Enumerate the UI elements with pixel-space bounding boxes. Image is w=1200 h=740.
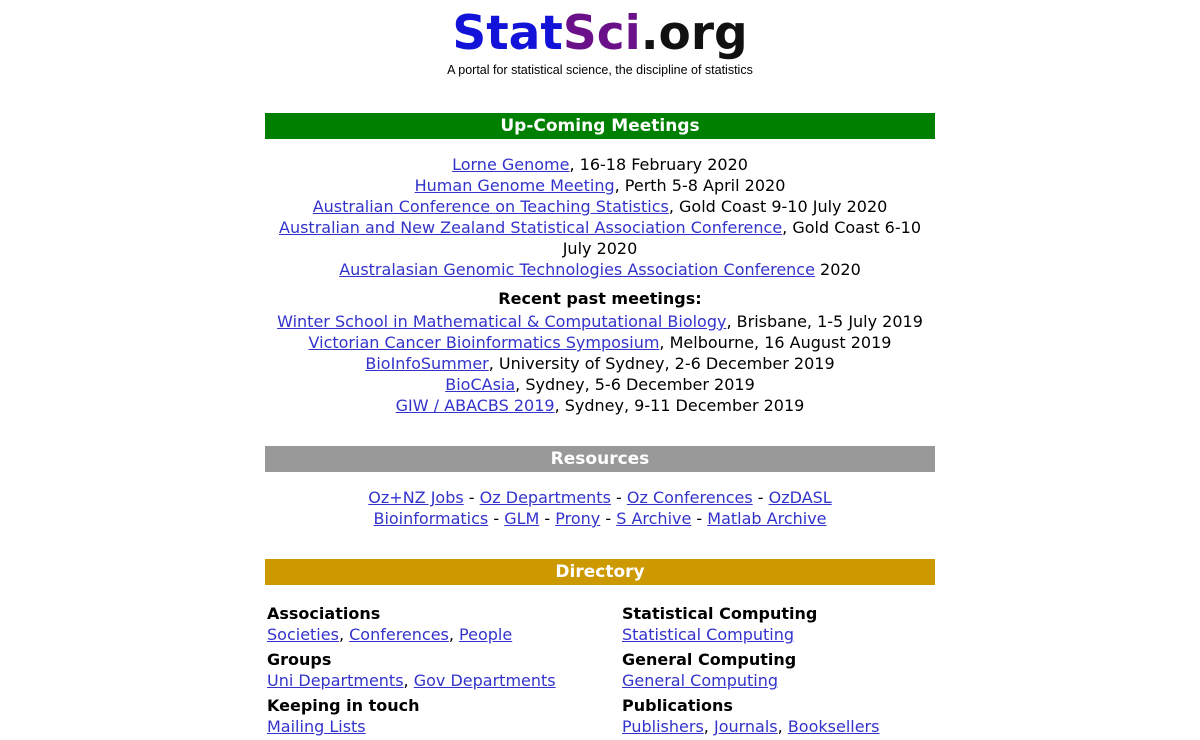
meeting-item: Lorne Genome, 16-18 February 2020 [452, 155, 748, 174]
directory-heading: Publications [622, 696, 733, 715]
logo-stat: Stat [452, 6, 563, 61]
meeting-item: BioInfoSummer, University of Sydney, 2-6 December 2019 [365, 354, 835, 373]
directory-section [265, 559, 935, 585]
meeting-link[interactable]: Australian Conference on Teaching Statistics [312, 197, 669, 216]
meeting-item: Australian Conference on Teaching Statistics, Gold Coast 9-10 July 2020 [312, 197, 888, 216]
directory-link[interactable]: Booksellers [787, 717, 880, 736]
meeting-detail: Melbourne, 16 August 2019 [669, 333, 892, 352]
directory-group [267, 695, 607, 737]
directory-link[interactable]: Conferences [349, 625, 449, 644]
meeting-detail: Brisbane, 1-5 July 2019 [736, 312, 923, 331]
meetings-section [265, 113, 935, 416]
meeting-item [265, 259, 935, 280]
directory-heading: General Computing [622, 650, 797, 669]
resources-section [265, 446, 935, 529]
resource-link[interactable]: OzDASL [768, 488, 832, 507]
resource-link[interactable]: Oz+NZ Jobs [368, 488, 464, 507]
directory-header: Directory [265, 559, 935, 585]
meeting-link[interactable]: Winter School in Mathematical & Computational Biology [277, 312, 727, 331]
recent-meetings-heading: Recent past meetings: [498, 289, 702, 308]
resource-link[interactable]: S Archive [616, 509, 692, 528]
upcoming-meetings-list [265, 154, 935, 280]
directory-link[interactable]: Journals [713, 717, 778, 736]
directory-group: Publications Publishers, Journals, Booksellers [622, 695, 962, 737]
resource-link[interactable]: Prony [555, 509, 601, 528]
meeting-detail: Gold Coast 6-10 July 2020 [562, 218, 921, 258]
resource-link[interactable]: Matlab Archive [707, 509, 827, 528]
logo-sci: Sci [562, 6, 641, 61]
resource-link[interactable]: Oz Conferences [626, 488, 753, 507]
resources-header: Resources [265, 446, 935, 472]
directory-heading: Statistical Computing [622, 604, 818, 623]
meeting-link[interactable]: Australian and New Zealand Statistical Association Conference [279, 218, 783, 237]
directory-heading: Groups [267, 650, 332, 669]
logo-org: .org [640, 6, 748, 61]
resource-link[interactable]: Oz Departments [479, 488, 611, 507]
resource-link[interactable]: Bioinformatics [373, 509, 489, 528]
directory-link[interactable]: Societies [267, 625, 339, 644]
resources-row: Bioinformatics - GLM - Prony - S Archive - Matlab Archive [373, 509, 827, 528]
meeting-detail: Perth 5-8 April 2020 [624, 176, 786, 195]
directory-group: Groups Uni Departments, Gov Departments [267, 649, 607, 691]
meeting-detail: Sydney, 5-6 December 2019 [525, 375, 755, 394]
meeting-link[interactable]: Human Genome Meeting [414, 176, 615, 195]
directory-link[interactable]: General Computing [622, 671, 778, 690]
directory-link[interactable]: Mailing Lists [267, 717, 366, 736]
meeting-detail: 16-18 February 2020 [579, 155, 748, 174]
directory-heading: Associations [267, 604, 381, 623]
meeting-link[interactable]: Lorne Genome [452, 155, 570, 174]
directory-link[interactable]: People [459, 625, 513, 644]
recent-meetings-list [265, 288, 935, 416]
meeting-item: Human Genome Meeting, Perth 5-8 April 2020 [414, 176, 786, 195]
directory-group: Associations Societies, Conferences, People [267, 603, 607, 645]
meeting-detail: Gold Coast 9-10 July 2020 [679, 197, 888, 216]
resource-link[interactable]: GLM [504, 509, 540, 528]
meeting-detail: Sydney, 9-11 December 2019 [564, 396, 805, 415]
resources-row: Oz+NZ Jobs - Oz Departments - Oz Conferences - OzDASL [368, 488, 832, 507]
meetings-header: Up-Coming Meetings [265, 113, 935, 139]
site-logo[interactable] [0, 6, 1200, 62]
meeting-item: GIW / ABACBS 2019, Sydney, 9-11 December 2019 [395, 396, 805, 415]
meeting-detail: 2020 [820, 260, 861, 279]
meeting-item: Winter School in Mathematical & Computational Biology, Brisbane, 1-5 July 2019 [277, 312, 923, 331]
resources-links [265, 487, 935, 529]
meeting-link[interactable]: GIW / ABACBS 2019 [395, 396, 555, 415]
meeting-item: Australian and New Zealand Statistical Association Conference, Gold Coast 6-10 July 2020 [279, 218, 921, 258]
directory-group [622, 649, 962, 691]
directory-link[interactable]: Statistical Computing [622, 625, 794, 644]
directory-heading: Keeping in touch [267, 696, 420, 715]
meeting-detail: University of Sydney, 2-6 December 2019 [498, 354, 835, 373]
meeting-link[interactable]: Australasian Genomic Technologies Association Conference [339, 260, 815, 279]
directory-link[interactable]: Gov Departments [413, 671, 556, 690]
meeting-item: BioCAsia, Sydney, 5-6 December 2019 [445, 375, 755, 394]
site-tagline: A portal for statistical science, the discipline of statistics [447, 63, 753, 77]
meeting-link[interactable]: Victorian Cancer Bioinformatics Symposium [308, 333, 660, 352]
directory-group [622, 603, 962, 645]
meeting-link[interactable]: BioInfoSummer [365, 354, 489, 373]
directory-link[interactable]: Publishers [622, 717, 704, 736]
meeting-link[interactable]: BioCAsia [445, 375, 516, 394]
meeting-item: Victorian Cancer Bioinformatics Symposium, Melbourne, 16 August 2019 [308, 333, 892, 352]
directory-link[interactable]: Uni Departments [267, 671, 404, 690]
